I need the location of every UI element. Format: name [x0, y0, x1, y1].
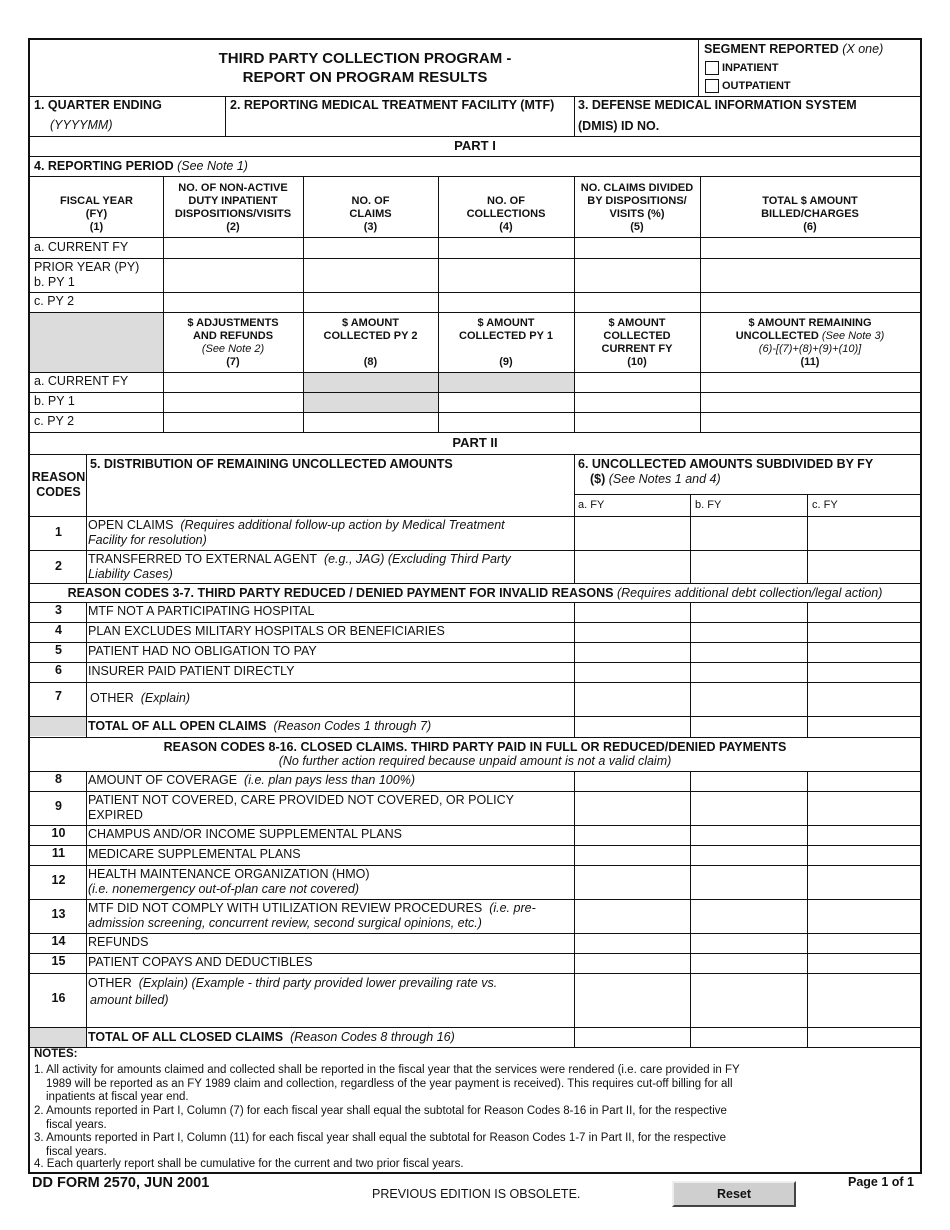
shaded-cell [304, 393, 438, 412]
reason-code-8: 8 [55, 772, 62, 786]
reason-13-label [88, 901, 536, 931]
col3-line1: NO. OF [351, 195, 390, 207]
fy-b-label: b. FY [695, 499, 722, 511]
total-closed-hint: (Reason Codes 8 through 16) [290, 1030, 455, 1044]
band-reason-8-16 [30, 740, 920, 768]
col11-line4: (11) [800, 356, 820, 368]
reason-code-1: 1 [55, 525, 62, 539]
quarter-ending-hint: (YYYYMM) [50, 118, 113, 132]
note-3-line1: 3. Amounts reported in Part I, Column (11) for each fiscal year shall equal the subtotal for Reason Codes 1-7 in Part II, for the respective [34, 1132, 727, 1144]
total-open-claims [88, 719, 431, 734]
reason-open-claims [88, 518, 505, 548]
dmis-input[interactable] [680, 114, 916, 134]
outpatient-checkbox[interactable] [705, 79, 719, 93]
total-open-hint: (Reason Codes 1 through 7) [273, 719, 432, 733]
dmis-label: 3. DEFENSE MEDICAL INFORMATION SYSTEM [578, 98, 857, 112]
shaded-cell [304, 373, 574, 392]
row-prior-year-heading: PRIOR YEAR (PY) [34, 260, 140, 274]
reporting-period [34, 159, 248, 173]
col9-line3: (9) [499, 356, 513, 368]
reason-2-label: TRANSFERRED TO EXTERNAL AGENT [88, 552, 317, 566]
mtf-label: 2. REPORTING MEDICAL TREATMENT FACILITY (MTF) [230, 98, 555, 112]
reason-1-hint: (Requires additional follow-up action by Medical Treatment [180, 518, 505, 532]
reporting-period-label: 4. REPORTING PERIOD [34, 159, 174, 173]
mtf-input[interactable] [228, 114, 572, 134]
inpatient-label: INPATIENT [722, 62, 779, 74]
section5-header: 5. DISTRIBUTION OF REMAINING UNCOLLECTED AMOUNTS [90, 457, 453, 471]
form-title-line1: THIRD PARTY COLLECTION PROGRAM - [218, 50, 512, 67]
reason-code-10: 10 [51, 826, 66, 840]
note-3 [34, 1132, 726, 1159]
dmis-label-line2: (DMIS) ID NO. [578, 119, 660, 133]
codes-label: CODES [36, 485, 81, 499]
col7-line3: (See Note 2) [201, 343, 265, 355]
col9-line2: COLLECTED PY 1 [459, 330, 553, 342]
col8-line1: $ AMOUNT [341, 317, 400, 329]
reason-label: REASON [31, 470, 86, 484]
reason-9-line1: PATIENT NOT COVERED, CARE PROVIDED NOT COVERED, OR POLICY [88, 793, 515, 807]
notes-title: NOTES: [34, 1048, 78, 1060]
inpatient-checkbox[interactable] [705, 61, 719, 75]
col11-line1: $ AMOUNT REMAINING [748, 317, 872, 329]
reason-16-hint: (Explain) (Example - third party provided lower prevailing rate vs. [138, 976, 498, 990]
shaded-cell [30, 313, 163, 372]
quarter-ending-input[interactable] [138, 112, 224, 134]
reason-11-label: MEDICARE SUPPLEMENTAL PLANS [88, 847, 301, 861]
reason-8-label [88, 773, 415, 788]
total-open-label: TOTAL OF ALL OPEN CLAIMS [88, 719, 267, 733]
col8-line2: COLLECTED PY 2 [323, 330, 418, 342]
shaded-cell [30, 1028, 86, 1047]
reason-8-text: AMOUNT OF COVERAGE [88, 773, 238, 787]
reason-transferred [88, 552, 511, 582]
row-py2-bottom: c. PY 2 [34, 414, 75, 428]
col11-hint: (See Note 3) [821, 330, 885, 342]
col8-line3: (8) [363, 356, 378, 368]
fy-c-label: c. FY [812, 499, 838, 511]
col1-line1: FISCAL YEAR [60, 195, 133, 207]
col7-line1: $ ADJUSTMENTS [187, 317, 279, 329]
col11-line2: UNCOLLECTED [735, 330, 819, 342]
col5-line3: VISITS (%) [609, 208, 665, 220]
reason-13-line1: MTF DID NOT COMPLY WITH UTILIZATION REVIEW PROCEDURES [88, 901, 483, 915]
col11-formula: (6)-[(7)+(8)+(9)+(10)] [758, 343, 862, 355]
reason-2-hint2: Liability Cases) [88, 567, 173, 581]
reason-7-label [90, 691, 190, 706]
reason-16-hint2: amount billed) [90, 993, 169, 1007]
col1-line2: (FY) [85, 208, 108, 220]
note-2-line2: fiscal years. [46, 1118, 107, 1131]
reason-code-3: 3 [55, 603, 62, 617]
section6-header: 6. UNCOLLECTED AMOUNTS SUBDIVIDED BY FY [578, 457, 874, 471]
col-header-10 [574, 317, 700, 369]
band2-title: REASON CODES 8-16. CLOSED CLAIMS. THIRD PARTY PAID IN FULL OR REDUCED/DENIED PAYMENTS [163, 740, 787, 754]
form-number: DD FORM 2570, JUN 2001 [32, 1175, 210, 1191]
reason-16-label [88, 975, 497, 1009]
col2-line4: (2) [226, 221, 240, 233]
fy-a-label: a. FY [578, 499, 605, 511]
reason-code-7: 7 [55, 689, 62, 703]
form-title-line2: REPORT ON PROGRAM RESULTS [242, 69, 488, 86]
col4-line3: (4) [499, 221, 513, 233]
row-current-fy-bottom: a. CURRENT FY [34, 374, 129, 388]
col6-line2: BILLED/CHARGES [761, 208, 859, 220]
reason-9-line2: EXPIRED [88, 808, 143, 822]
reason-4-label: PLAN EXCLUDES MILITARY HOSPITALS OR BENEFICIARIES [88, 624, 445, 638]
reason-7-hint: (Explain) [140, 691, 191, 705]
reason-13-hint: (i.e. pre- [489, 901, 536, 915]
form-frame [28, 38, 922, 1174]
reason-code-12: 12 [51, 873, 66, 887]
segment-reported [704, 42, 883, 56]
reason-12-line1: HEALTH MAINTENANCE ORGANIZATION (HMO) [88, 867, 370, 881]
reason-12-line2: (i.e. nonemergency out-of-plan care not covered) [88, 882, 359, 896]
reason-code-16: 16 [51, 991, 66, 1005]
reason-codes-header [30, 470, 87, 500]
reason-16-other: OTHER [88, 976, 132, 990]
col3-line2: CLAIMS [349, 208, 392, 220]
reason-7-other: OTHER [90, 691, 134, 705]
note-3-line2: fiscal years. [46, 1145, 107, 1158]
col4-line2: COLLECTIONS [466, 208, 546, 220]
col-header-3 [303, 195, 438, 234]
row-py1-bottom: b. PY 1 [34, 394, 75, 408]
shaded-cell [30, 717, 86, 736]
reason-code-6: 6 [55, 663, 62, 677]
reason-1-label: OPEN CLAIMS [88, 518, 174, 532]
col5-line4: (5) [630, 221, 644, 233]
reason-code-14: 14 [51, 934, 66, 948]
section6-hint [590, 472, 721, 486]
reason-12-label [88, 867, 370, 897]
reporting-period-hint: (See Note 1) [177, 159, 248, 173]
section6-unit: ($) [590, 472, 606, 486]
col5-line1: NO. CLAIMS DIVIDED [580, 182, 694, 194]
reason-9-label [88, 793, 514, 823]
band2-hint: (No further action required because unpaid amount is not a valid claim) [278, 754, 672, 768]
reason-8-hint: (i.e. plan pays less than 100%) [244, 773, 415, 787]
col10-line2: COLLECTED [603, 330, 671, 342]
col5-line2: BY DISPOSITIONS/ [587, 195, 687, 207]
band-reason-3-7 [30, 586, 920, 600]
col9-line1: $ AMOUNT [477, 317, 535, 329]
reason-14-label: REFUNDS [88, 935, 149, 949]
note-2 [34, 1105, 727, 1132]
reason-2-hint: (e.g., JAG) (Excluding Third Party [323, 552, 511, 566]
band1-hint: (Requires additional debt collection/legal action) [616, 586, 883, 600]
quarter-ending-label: 1. QUARTER ENDING [34, 98, 162, 112]
col6-line1: TOTAL $ AMOUNT [762, 195, 858, 207]
reason-code-5: 5 [55, 643, 62, 657]
total-closed-label: TOTAL OF ALL CLOSED CLAIMS [88, 1030, 284, 1044]
col-header-1 [30, 195, 163, 234]
col6-line3: (6) [803, 221, 817, 233]
part1-title: PART I [454, 138, 496, 153]
outpatient-label: OUTPATIENT [722, 80, 791, 92]
col2-line3: DISPOSITIONS/VISITS [174, 208, 292, 220]
reset-button[interactable]: Reset [672, 1181, 796, 1207]
section6-notes: (See Notes 1 and 4) [608, 472, 721, 486]
reason-code-11: 11 [51, 846, 66, 860]
col-header-9 [438, 317, 574, 369]
row-py2-top: c. PY 2 [34, 294, 75, 308]
reason-code-2: 2 [55, 559, 62, 573]
col-header-11 [700, 317, 920, 369]
col2-line1: NO. OF NON-ACTIVE [178, 182, 288, 194]
col-header-4 [438, 195, 574, 234]
segment-label: SEGMENT REPORTED [704, 42, 839, 56]
form-title [30, 49, 700, 87]
col10-line1: $ AMOUNT [608, 317, 666, 329]
reason-code-13: 13 [51, 907, 66, 921]
note-1-line1: 1. All activity for amounts claimed and collected shall be reported in the fiscal year that the services were rendered (i.e. care provided in FY [34, 1064, 740, 1076]
note-1-line3: inpatients at fiscal year end. [46, 1091, 189, 1103]
col-header-2 [163, 182, 303, 234]
note-1-line2: 1989 will be reported as an FY 1989 claim and collection, regardless of the year payment is received). This requires cut-off billing for all [46, 1077, 733, 1090]
reason-15-label: PATIENT COPAYS AND DEDUCTIBLES [88, 955, 313, 969]
total-closed-claims [88, 1030, 455, 1045]
reason-5-label: PATIENT HAD NO OBLIGATION TO PAY [88, 644, 317, 658]
reason-10-label: CHAMPUS AND/OR INCOME SUPPLEMENTAL PLANS [88, 827, 402, 841]
page-number: Page 1 of 1 [848, 1175, 914, 1189]
col4-line1: NO. OF [487, 195, 525, 207]
obsolete-notice: PREVIOUS EDITION IS OBSOLETE. [372, 1187, 581, 1201]
band1-title: REASON CODES 3-7. THIRD PARTY REDUCED / DENIED PAYMENT FOR INVALID REASONS [67, 586, 614, 600]
col-header-7 [163, 317, 303, 369]
segment-hint: (X one) [842, 42, 884, 56]
row-py1-top: b. PY 1 [34, 275, 75, 289]
row-current-fy-top: a. CURRENT FY [34, 240, 129, 254]
col2-line2: DUTY INPATIENT [188, 195, 278, 207]
col7-line2: AND REFUNDS [192, 330, 274, 342]
reason-1-hint2: Facility for resolution) [88, 533, 207, 547]
col10-line3: CURRENT FY [601, 343, 673, 355]
reason-13-line2: admission screening, concurrent review, second surgical opinions, etc.) [88, 916, 482, 930]
col1-line3: (1) [89, 221, 104, 233]
reason-code-9: 9 [55, 799, 62, 813]
col7-line4: (7) [226, 356, 240, 368]
note-2-line1: 2. Amounts reported in Part I, Column (7) for each fiscal year shall equal the subtotal for Reason Codes 8-16 in Part II, for the respective [34, 1105, 727, 1117]
col-header-5 [574, 182, 700, 234]
col-header-6 [700, 195, 920, 234]
reason-3-label: MTF NOT A PARTICIPATING HOSPITAL [88, 604, 315, 618]
reason-code-15: 15 [51, 954, 66, 968]
col3-line3: (3) [363, 221, 378, 233]
col10-line4: (10) [627, 356, 647, 368]
note-4: 4. Each quarterly report shall be cumulative for the current and two prior fiscal years. [34, 1158, 464, 1170]
reason-6-label: INSURER PAID PATIENT DIRECTLY [88, 664, 295, 678]
note-1 [34, 1064, 740, 1105]
reason-code-4: 4 [55, 623, 62, 637]
col-header-8 [303, 317, 438, 369]
part2-title: PART II [452, 435, 498, 450]
